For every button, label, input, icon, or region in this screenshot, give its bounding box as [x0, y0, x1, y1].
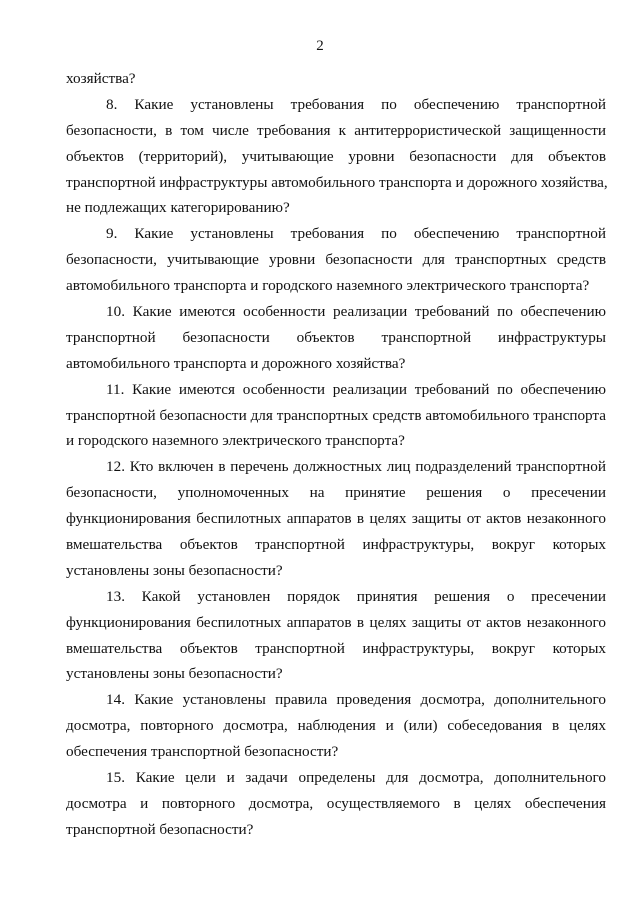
question-13-line: установлены зоны безопасности? — [66, 665, 283, 683]
question-10-line: транспортной безопасности объектов транспортной инфраструктуры — [66, 328, 606, 346]
question-15-line: 15. Какие цели и задачи определены для досмотра, дополнительного — [106, 769, 606, 787]
text-line: хозяйства? — [66, 70, 136, 87]
question-10-line: автомобильного транспорта и дорожного хозяйства? — [66, 354, 406, 372]
question-12-line: функционирования беспилотных аппаратов в целях защиты от актов незаконного — [66, 510, 606, 528]
document-body — [66, 66, 606, 843]
question-13-line: функционирования беспилотных аппаратов в целях защиты от актов незаконного — [66, 613, 606, 631]
question-8-line: 8. Какие установлены требования по обеспечению транспортной — [106, 95, 606, 113]
question-12-line: вмешательства объектов транспортной инфраструктуры, вокруг которых — [66, 536, 606, 554]
question-8-line: не подлежащих категорированию? — [66, 199, 290, 217]
question-8-line: транспортной инфраструктуры автомобильного транспорта и дорожного хозяйства, — [66, 173, 608, 191]
question-10-line: 10. Какие имеются особенности реализации требований по обеспечению — [106, 303, 606, 321]
question-12-line: 12. Кто включен в перечень должностных лиц подразделений транспортной — [106, 458, 606, 476]
question-9-line: безопасности, учитывающие уровни безопасности для транспортных средств — [66, 251, 606, 269]
question-12-line: установлены зоны безопасности? — [66, 561, 283, 579]
question-14-line: обеспечения транспортной безопасности? — [66, 743, 339, 761]
question-13-line: вмешательства объектов транспортной инфраструктуры, вокруг которых — [66, 639, 606, 657]
question-14-line: 14. Какие установлены правила проведения досмотра, дополнительного — [106, 691, 606, 709]
question-8-line: объектов (территорий), учитывающие уровни безопасности для объектов — [66, 147, 606, 165]
question-8-line: безопасности, в том числе требования к антитеррористической защищенности — [66, 121, 606, 139]
question-9-line: 9. Какие установлены требования по обеспечению транспортной — [106, 225, 606, 243]
question-13-line: 13. Какой установлен порядок принятия решения о пресечении — [106, 587, 606, 605]
question-11-line: и городского наземного электрического транспорта? — [66, 432, 405, 450]
question-9-line: автомобильного транспорта и городского наземного электрического транспорта? — [66, 277, 590, 295]
question-11-line: транспортной безопасности для транспортных средств автомобильного транспорта — [66, 406, 606, 424]
question-14-line: досмотра, повторного досмотра, наблюдения и (или) собеседования в целях — [66, 717, 606, 735]
question-11-line: 11. Какие имеются особенности реализации требований по обеспечению — [106, 380, 606, 398]
question-12-line: безопасности, уполномоченных на принятие решения о пресечении — [66, 484, 606, 502]
question-15-line: транспортной безопасности? — [66, 820, 254, 838]
page-number: 2 — [316, 38, 324, 54]
question-15-line: досмотра и повторного досмотра, осуществляемого в целях обеспечения — [66, 794, 606, 812]
